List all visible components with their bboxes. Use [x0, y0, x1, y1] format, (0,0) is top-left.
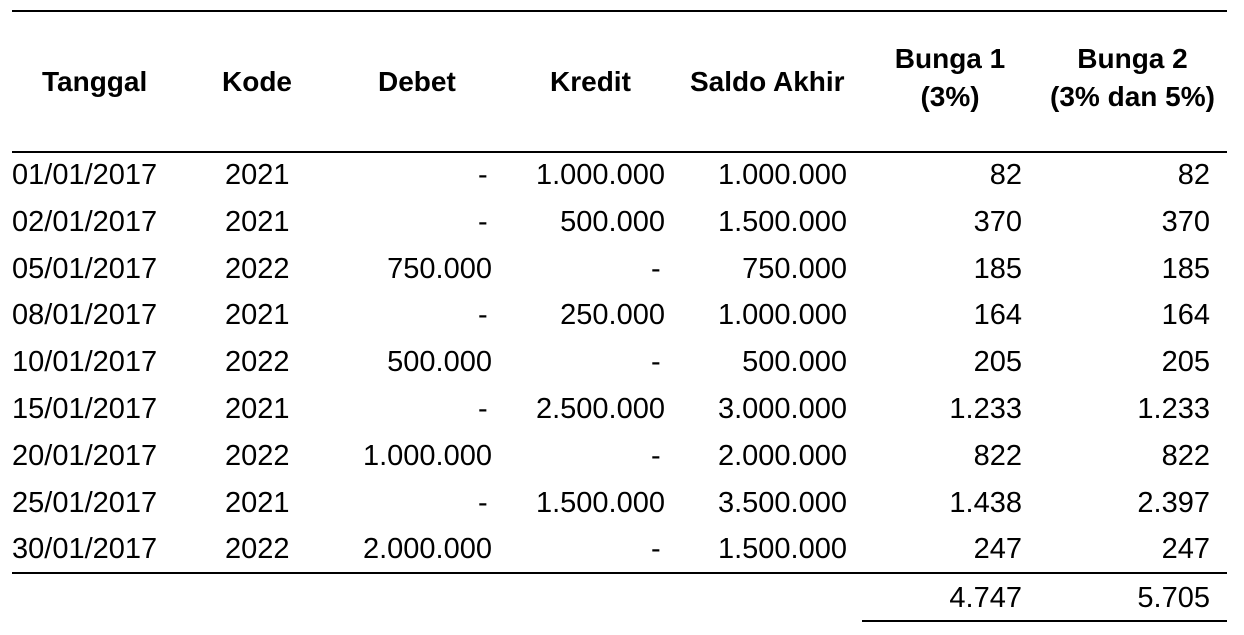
- cell-kredit: 500.000: [560, 206, 665, 238]
- cell-bunga-2: 164: [1161, 299, 1210, 331]
- cell-debet: 1.000.000: [362, 440, 492, 472]
- cell-bunga-1: 247: [973, 533, 1022, 565]
- cell-debet: -: [478, 487, 488, 519]
- cell-tanggal: 01/01/2017: [12, 159, 158, 191]
- cell-bunga-2: 2.397: [1137, 487, 1210, 519]
- cell-kode: 2021: [225, 393, 290, 425]
- cell-bunga-2: 822: [1161, 440, 1210, 472]
- cell-bunga-1: 82: [989, 159, 1022, 191]
- cell-kredit: 1.500.000: [535, 487, 665, 519]
- cell-debet: -: [478, 393, 488, 425]
- cell-kode: 2021: [225, 206, 290, 238]
- header-bunga-1-line2: (3%): [920, 81, 980, 112]
- header-bunga-1-line1: Bunga 1: [894, 43, 1006, 74]
- header-tanggal: Tanggal: [42, 66, 148, 97]
- cell-tanggal: 15/01/2017: [12, 393, 158, 425]
- cell-bunga-2: 185: [1161, 253, 1210, 285]
- cell-saldo-akhir: 1.000.000: [717, 159, 847, 191]
- cell-kode: 2022: [225, 253, 290, 285]
- cell-bunga-2: 1.233: [1137, 393, 1210, 425]
- cell-kredit: -: [651, 440, 661, 472]
- header-bunga-1: [880, 40, 1020, 116]
- cell-bunga-1: 1.233: [949, 393, 1022, 425]
- cell-bunga-2: 205: [1161, 346, 1210, 378]
- cell-bunga-2: 82: [1177, 159, 1210, 191]
- header-saldo-akhir: Saldo Akhir: [690, 66, 845, 97]
- cell-debet: 2.000.000: [362, 533, 492, 565]
- cell-bunga-2: 370: [1161, 206, 1210, 238]
- cell-saldo-akhir: 500.000: [742, 346, 847, 378]
- cell-saldo-akhir: 3.500.000: [717, 487, 847, 519]
- header-kode: Kode: [222, 66, 292, 97]
- cell-bunga-1: 205: [973, 346, 1022, 378]
- body-bottom-rule: [12, 572, 1227, 574]
- cell-tanggal: 25/01/2017: [12, 487, 158, 519]
- cell-saldo-akhir: 1.500.000: [717, 206, 847, 238]
- cell-kode: 2021: [225, 159, 290, 191]
- cell-kredit: 2.500.000: [535, 393, 665, 425]
- cell-debet: -: [478, 206, 488, 238]
- cell-kredit: 250.000: [560, 299, 665, 331]
- cell-bunga-1: 370: [973, 206, 1022, 238]
- cell-kode: 2021: [225, 299, 290, 331]
- total-bunga-2: 5.705: [1137, 582, 1210, 614]
- cell-bunga-1: 185: [973, 253, 1022, 285]
- cell-debet: 750.000: [387, 253, 492, 285]
- cell-bunga-1: 822: [973, 440, 1022, 472]
- cell-kredit: -: [651, 346, 661, 378]
- header-bunga-2-line1: Bunga 2: [1077, 43, 1188, 74]
- header-kredit: Kredit: [550, 66, 631, 97]
- cell-saldo-akhir: 1.000.000: [717, 299, 847, 331]
- cell-kode: 2022: [225, 346, 290, 378]
- header-bunga-2-line2: (3% dan 5%): [1050, 81, 1215, 112]
- cell-tanggal: 30/01/2017: [12, 533, 158, 565]
- cell-tanggal: 08/01/2017: [12, 299, 158, 331]
- header-bunga-2: [1040, 40, 1225, 116]
- cell-kode: 2022: [225, 533, 290, 565]
- cell-debet: -: [478, 299, 488, 331]
- cell-bunga-2: 247: [1161, 533, 1210, 565]
- cell-saldo-akhir: 1.500.000: [717, 533, 847, 565]
- cell-saldo-akhir: 2.000.000: [717, 440, 847, 472]
- cell-kredit: -: [651, 253, 661, 285]
- cell-kode: 2021: [225, 487, 290, 519]
- cell-saldo-akhir: 750.000: [742, 253, 847, 285]
- cell-bunga-1: 1.438: [949, 487, 1022, 519]
- table-top-rule: [12, 10, 1227, 12]
- cell-debet: -: [478, 159, 488, 191]
- cell-tanggal: 10/01/2017: [12, 346, 158, 378]
- cell-kredit: -: [651, 533, 661, 565]
- cell-tanggal: 02/01/2017: [12, 206, 158, 238]
- cell-tanggal: 05/01/2017: [12, 253, 158, 285]
- cell-bunga-1: 164: [973, 299, 1022, 331]
- cell-kode: 2022: [225, 440, 290, 472]
- cell-tanggal: 20/01/2017: [12, 440, 158, 472]
- cell-debet: 500.000: [387, 346, 492, 378]
- total-bunga-1: 4.747: [949, 582, 1022, 614]
- cell-saldo-akhir: 3.000.000: [717, 393, 847, 425]
- header-debet: Debet: [378, 66, 456, 97]
- cell-kredit: 1.000.000: [535, 159, 665, 191]
